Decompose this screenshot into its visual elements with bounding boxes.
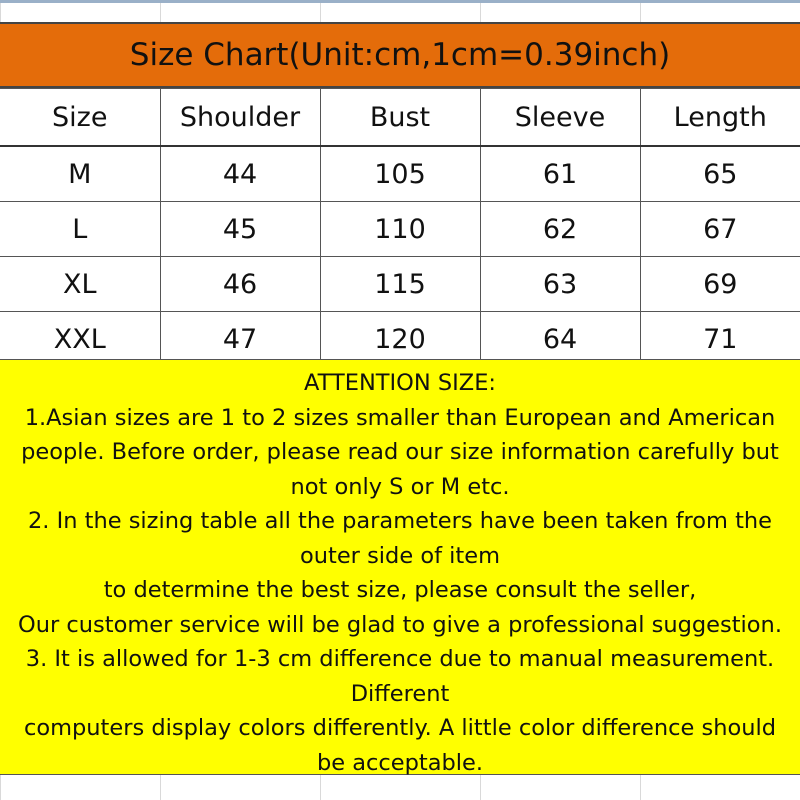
table-header-row	[0, 89, 800, 147]
notice-line: 3. It is allowed for 1-3 cm difference due to manual measurement.	[25, 646, 775, 672]
notice-line: to determine the best size, please consult the seller,	[103, 577, 697, 603]
table-cell: 44	[160, 146, 320, 202]
column-header-size: Size	[0, 89, 160, 147]
notice-line: Different	[350, 680, 450, 707]
table-cell: 61	[480, 146, 640, 202]
attention-notice	[0, 359, 800, 775]
table-cell: 115	[320, 257, 480, 312]
notice-heading: ATTENTION SIZE:	[304, 370, 496, 396]
table-cell: 110	[320, 202, 480, 257]
column-header-bust: Bust	[320, 89, 480, 147]
table-cell: 67	[640, 202, 800, 257]
size-chart-table	[0, 88, 800, 367]
column-header-length: Length	[640, 89, 800, 147]
notice-line: 2. In the sizing table all the parameters have been taken from the	[27, 508, 773, 534]
table-cell: 71	[640, 312, 800, 367]
table-cell: 65	[640, 146, 800, 202]
notice-line: be acceptable.	[316, 749, 484, 776]
notice-line: computers display colors differently. A little color difference should	[23, 715, 777, 741]
table-cell: XL	[0, 257, 160, 312]
table-cell: 62	[480, 202, 640, 257]
table-cell: 105	[320, 146, 480, 202]
table-cell: M	[0, 146, 160, 202]
notice-line: Our customer service will be glad to give a professional suggestion.	[18, 611, 782, 638]
notice-line: not only S or M etc.	[290, 473, 510, 500]
table-row	[0, 202, 800, 257]
table-row	[0, 146, 800, 202]
table-cell: 45	[160, 202, 320, 257]
notice-line: people. Before order, please read our size information carefully but	[21, 439, 779, 465]
table-row	[0, 257, 800, 312]
column-header-sleeve: Sleeve	[480, 89, 640, 147]
size-chart-title: Size Chart(Unit:cm,1cm=0.39inch)	[0, 22, 800, 88]
table-cell: XXL	[0, 312, 160, 367]
table-cell: L	[0, 202, 160, 257]
column-header-shoulder: Shoulder	[160, 89, 320, 147]
table-cell: 69	[640, 257, 800, 312]
notice-line: 1.Asian sizes are 1 to 2 sizes smaller than European and American	[24, 404, 776, 431]
table-cell: 47	[160, 312, 320, 367]
table-cell: 46	[160, 257, 320, 312]
table-cell: 120	[320, 312, 480, 367]
table-cell: 64	[480, 312, 640, 367]
table-cell: 63	[480, 257, 640, 312]
notice-line: outer side of item	[299, 542, 501, 569]
